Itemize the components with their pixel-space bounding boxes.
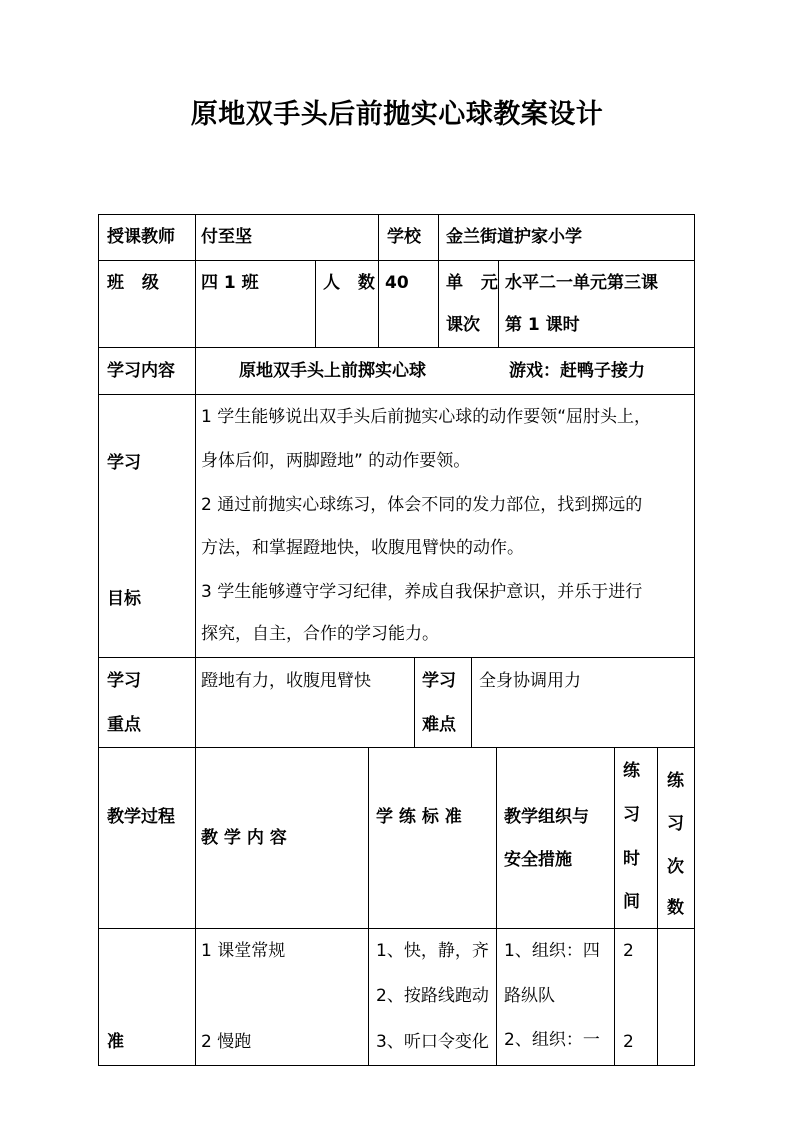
lesson-label: 课次 <box>446 315 480 335</box>
teacher-label: 授课教师 <box>107 227 175 247</box>
process-content-item: 2 慢跑 <box>201 1032 252 1052</box>
key-point-label-bottom: 重点 <box>107 715 141 735</box>
difficulty-label-bottom: 难点 <box>422 715 456 735</box>
process-organization-item: 路纵队 <box>504 986 555 1006</box>
key-point-label-top: 学习 <box>107 671 141 691</box>
page-title: 原地双手头后前抛实心球教案设计 <box>190 99 604 130</box>
unit-label: 单 元 <box>446 273 504 293</box>
teacher-name: 付至坚 <box>201 227 252 247</box>
count-value: 40 <box>385 273 409 293</box>
process-header-content: 教 学 内 容 <box>201 828 287 848</box>
lesson-value: 第 1 课时 <box>505 315 580 335</box>
process-header-time-char: 练 <box>623 761 640 781</box>
process-standard-item: 3、听口令变化 <box>376 1032 489 1052</box>
class-label: 班 级 <box>107 273 165 293</box>
objective-line: 1 学生能够说出双手头后前抛实心球的动作要领“屈肘头上， <box>201 407 652 427</box>
content-label: 学习内容 <box>107 361 175 381</box>
process-organization-item: 2、组织：一 <box>504 1030 600 1050</box>
process-header-reps-char: 数 <box>667 898 684 918</box>
content-main: 原地双手头上前掷实心球 <box>239 361 426 381</box>
process-header-reps-char: 次 <box>667 857 684 877</box>
process-organization-item: 1、组织：四 <box>504 941 600 961</box>
process-standard-item: 2、按路线跑动 <box>376 986 489 1006</box>
process-header-standard: 学 练 标 准 <box>376 807 462 827</box>
content-game: 游戏：赶鸭子接力 <box>509 361 645 381</box>
process-stage: 准 <box>107 1032 124 1052</box>
process-standard-item: 1、快，静，齐 <box>376 941 489 961</box>
objective-line: 2 通过前抛实心球练习，体会不同的发力部位，找到掷远的 <box>201 495 643 515</box>
process-header-time-char: 时 <box>623 849 640 869</box>
difficulty-text: 全身协调用力 <box>479 671 581 691</box>
process-header-time-char: 间 <box>623 892 640 912</box>
school-label: 学校 <box>387 227 421 247</box>
objective-line: 探究，自主，合作的学习能力。 <box>201 624 439 644</box>
key-point-text: 蹬地有力，收腹甩臂快 <box>201 671 371 691</box>
lesson-plan-table <box>98 214 695 1066</box>
process-header-organization-bottom: 安全措施 <box>504 850 572 870</box>
objectives-label-top: 学习 <box>107 453 141 473</box>
process-header-time-char: 习 <box>623 805 640 825</box>
process-content-item: 1 课堂常规 <box>201 941 286 961</box>
objective-line: 3 学生能够遵守学习纪律，养成自我保护意识，并乐于进行 <box>201 582 643 602</box>
process-time-value: 2 <box>623 941 634 961</box>
objective-line: 方法，和掌握蹬地快，收腹甩臂快的动作。 <box>201 538 524 558</box>
process-header-reps-char: 练 <box>667 771 684 791</box>
process-header-stage: 教学过程 <box>107 807 175 827</box>
process-header-reps-char: 习 <box>667 814 684 834</box>
difficulty-label-top: 学习 <box>422 671 456 691</box>
unit-value: 水平二一单元第三课 <box>505 273 658 293</box>
class-value: 四 1 班 <box>201 273 259 293</box>
process-time-value: 2 <box>623 1032 634 1052</box>
objective-line: 身体后仰，两脚蹬地” 的动作要领。 <box>201 451 471 471</box>
objectives-label-bottom: 目标 <box>107 589 141 609</box>
process-header-organization-top: 教学组织与 <box>504 807 589 827</box>
school-name: 金兰街道护家小学 <box>446 227 582 247</box>
count-label: 人 数 <box>323 273 381 293</box>
